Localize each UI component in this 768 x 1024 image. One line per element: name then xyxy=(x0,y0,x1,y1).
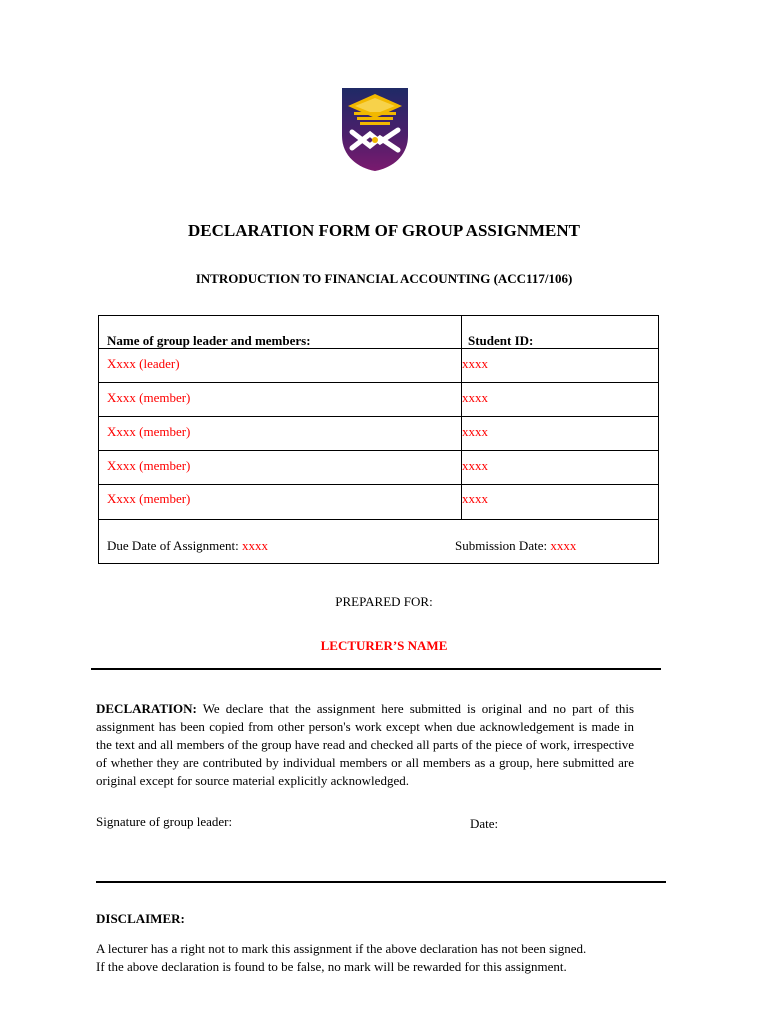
submission-date-label: Submission Date: xyxy=(455,538,548,553)
student-id-cell: xxxx xyxy=(462,424,488,439)
student-id-cell: xxxx xyxy=(462,458,488,473)
due-date-field xyxy=(107,538,268,554)
page-title: DECLARATION FORM OF GROUP ASSIGNMENT xyxy=(188,221,580,240)
lecturer-name: LECTURER’S NAME xyxy=(320,638,448,653)
row-divider xyxy=(99,450,658,451)
member-name-cell: Xxxx (member) xyxy=(107,458,191,473)
member-name-cell: Xxxx (member) xyxy=(107,390,191,405)
declaration-paragraph xyxy=(96,700,634,790)
row-divider xyxy=(99,484,658,485)
disclaimer-line: A lecturer has a right not to mark this assignment if the above declaration has not been signed. xyxy=(96,941,587,956)
disclaimer-heading: DISCLAIMER: xyxy=(96,911,185,926)
university-crest-icon xyxy=(340,86,410,172)
student-id-cell: xxxx xyxy=(462,390,488,405)
due-date-value: xxxx xyxy=(242,538,269,553)
row-divider xyxy=(99,416,658,417)
declaration-heading: DECLARATION: xyxy=(96,701,197,716)
row-divider xyxy=(99,382,658,383)
submission-date-field xyxy=(455,538,576,554)
due-date-label: Due Date of Assignment: xyxy=(107,538,239,553)
name-column-header: Name of group leader and members: xyxy=(107,333,311,348)
signature-line xyxy=(96,881,666,883)
course-subtitle: INTRODUCTION TO FINANCIAL ACCOUNTING (ACC117/106) xyxy=(195,271,573,286)
disclaimer-line: If the above declaration is found to be false, no mark will be rewarded for this assignment. xyxy=(96,959,567,974)
column-divider xyxy=(461,316,462,520)
submission-date-value: xxxx xyxy=(550,538,577,553)
members-table xyxy=(98,315,659,564)
declaration-text: We declare that the assignment here submitted is original and no part of this assignment has been copied from other person's work except when due acknowledgement is made in the text and all members of the group have read and checked all parts of the piece of work, irrespective of whether they are contributed by individual members or all members as a group, here submitted are original except for source material explicitly acknowledged. xyxy=(96,701,635,788)
prepared-for-label: PREPARED FOR: xyxy=(335,594,433,609)
student-id-cell: xxxx xyxy=(462,491,488,506)
signature-label: Signature of group leader: xyxy=(96,814,233,829)
disclaimer-text xyxy=(96,940,656,976)
member-name-cell: Xxxx (member) xyxy=(107,424,191,439)
member-name-cell: Xxxx (member) xyxy=(107,491,191,506)
student-id-cell: xxxx xyxy=(462,356,488,371)
member-name-cell: Xxxx (leader) xyxy=(107,356,180,371)
student-id-column-header: Student ID: xyxy=(468,333,534,348)
section-divider xyxy=(91,668,661,670)
row-divider xyxy=(99,519,658,520)
date-label: Date: xyxy=(470,816,499,831)
